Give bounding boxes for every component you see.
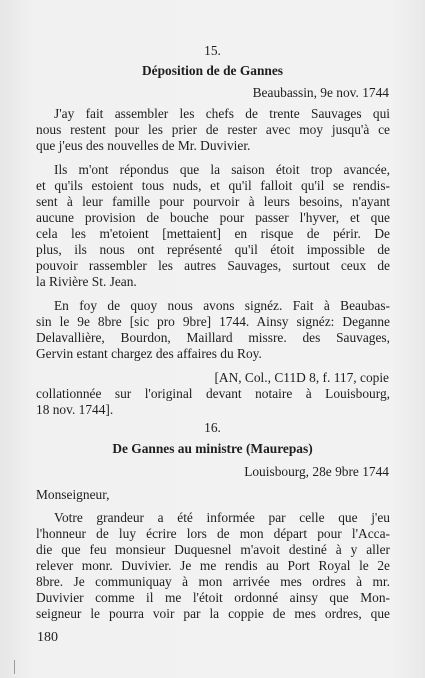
text-line: J'ay fait assembler les chefs de trente Sauvages qui [54, 106, 390, 121]
text-line: que j'eus des nouvelles de Mr. Duvivier. [36, 138, 251, 153]
section-16-dateline: Louisbourg, 28e 9bre 1744 [244, 464, 389, 479]
text-line: Ils m'ont répondus que la saison étoit trop avancée, [54, 162, 390, 177]
salutation: Monseigneur, [36, 487, 110, 502]
section-16-title: De Gannes au ministre (Maurepas) [112, 441, 313, 456]
text-line: Gervin estant chargez des affaires du Roy. [36, 346, 262, 361]
text-line: Delavallière, Bourdon, Maillard missre. des Sauvages, [36, 330, 390, 345]
text-line: Votre grandeur a été informée par celle que j'eu [54, 510, 390, 525]
section-15-title: Déposition de de Gannes [142, 63, 283, 78]
text-line: l'honneur de luy écrire lors de mon départ pour l'Acca- [36, 526, 390, 541]
archive-citation: 18 nov. 1744]. [36, 402, 114, 417]
archive-citation: collationnée sur l'original devant notaire à Louisbourg, [36, 386, 390, 401]
text-line: die que feu monsieur Duquesnel m'avoit destiné à y aller [36, 542, 390, 557]
text-line: plus, ils nous ont représenté qu'il étoit impossible de [36, 242, 390, 257]
text-line: pouvoir rassembler les autres Sauvages, surtout ceux de [36, 258, 390, 273]
text-line: nous restent pour les prier de rester avec moy jusqu'à ce [36, 122, 390, 137]
archive-citation: [AN, Col., C11D 8, f. 117, copie [214, 370, 389, 385]
section-15-dateline: Beaubassin, 9e nov. 1744 [252, 85, 389, 100]
text-line: sent à leur famille pour pourvoir à leurs besoins, n'ayant [36, 194, 390, 209]
text-line: 8bre. Je communiquay à mon arrivée mes ordres à mr. [36, 574, 390, 589]
text-line: la Rivière St. Jean. [36, 274, 137, 289]
page-number: 180 [37, 630, 58, 645]
text-line: Duvivier comme il me l'étoit ordonné ainsy que Mon- [36, 590, 390, 605]
text-line: aucune provision de bouche pour passer l'hyver, et que [36, 210, 390, 225]
section-16-number: 16. [204, 420, 221, 435]
text-line: cela les m'etoient [mettaient] en risque de périr. De [36, 226, 390, 241]
scan-mark [14, 660, 15, 674]
text-line: sin le 9e 8bre [sic pro 9bre] 1744. Ainsy signéz: Deganne [36, 314, 390, 329]
text-line: et qu'ils estoient tous nuds, et qu'il falloit qu'il se rendis- [36, 178, 390, 193]
section-15-number: 15. [204, 43, 221, 58]
text-line: En foy de quoy nous avons signéz. Fait à Beaubas- [54, 298, 390, 313]
text-line: seigneur le pourra voir par la coppie de mes ordres, que [36, 606, 390, 621]
text-line: relever monr. Duvivier. Je me rendis au Port Royal le 2e [36, 558, 390, 573]
